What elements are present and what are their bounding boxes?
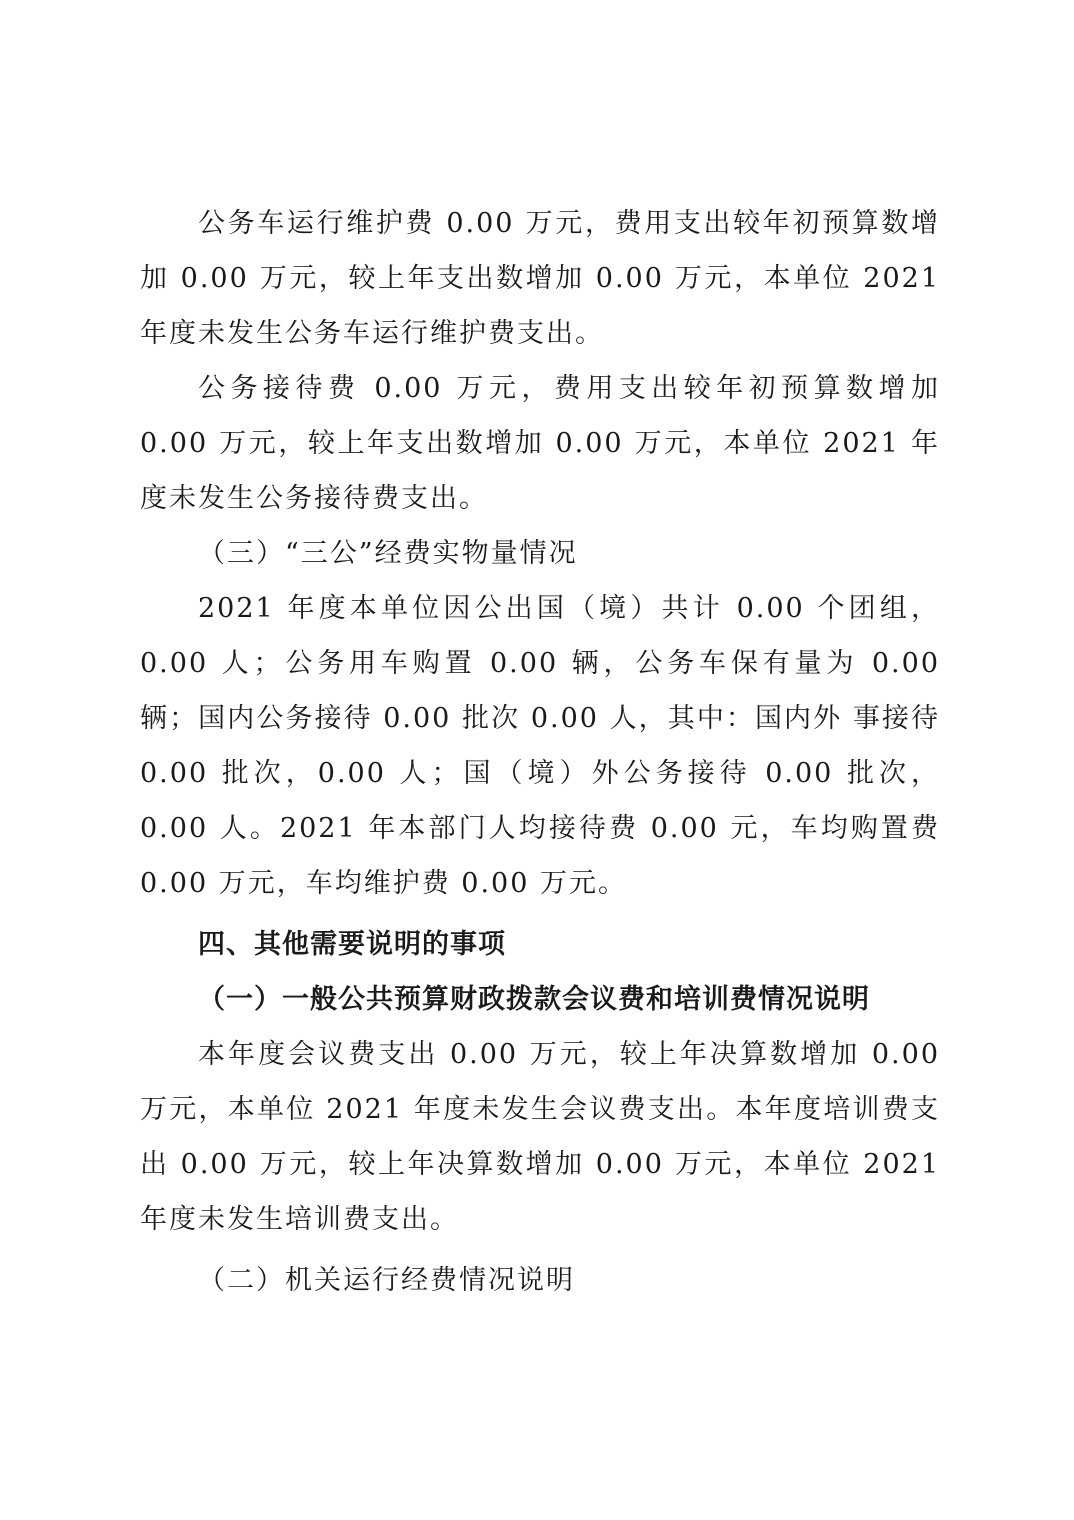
paragraph-reception-fee: 公务接待费 0.00 万元，费用支出较年初预算数增加 0.00 万元，较上年支出数增加 0.00 万元，本单位 2021 年度未发生公务接待费支出。 [140,373,940,514]
section-heading-three-public: （三）“三公”经费实物量情况 [198,538,578,569]
paragraph-meeting-training: 本年度会议费支出 0.00 万元，较上年决算数增加 0.00 万元，本单位 2021 年度未发生会议费支出。本年度培训费支出 0.00 万元，较上年决算数增加 0.00 万元，本单位 2021 年度未发生培训费支出。 [140,1039,940,1235]
document-page [140,196,940,1308]
subsection-heading-meeting-training: （一）一般公共预算财政拨款会议费和培训费情况说明 [198,984,870,1015]
subsection-heading-operating-funds: （二）机关运行经费情况说明 [198,1265,575,1296]
paragraph-vehicle-maintenance: 公务车运行维护费 0.00 万元，费用支出较年初预算数增加 0.00 万元，较上年支出数增加 0.00 万元，本单位 2021 年度未发生公务车运行维护费支出。 [140,208,940,349]
paragraph-physical-quantity: 2021 年度本单位因公出国（境）共计 0.00 个团组，0.00 人；公务用车购置 0.00 辆，公务车保有量为 0.00 辆；国内公务接待 0.00 批次 0.00 人，其中：国内外 事接待 0.00 批次，0.00 人；国（境）外公务接待 0.00 批次，0.00 人。2021 年本部门人均接待费 0.00 元，车均购置费 0.00 万元，车均维护费 0.00 万元。 [140,593,940,899]
section-heading-other-matters: 四、其他需要说明的事项 [198,929,506,960]
